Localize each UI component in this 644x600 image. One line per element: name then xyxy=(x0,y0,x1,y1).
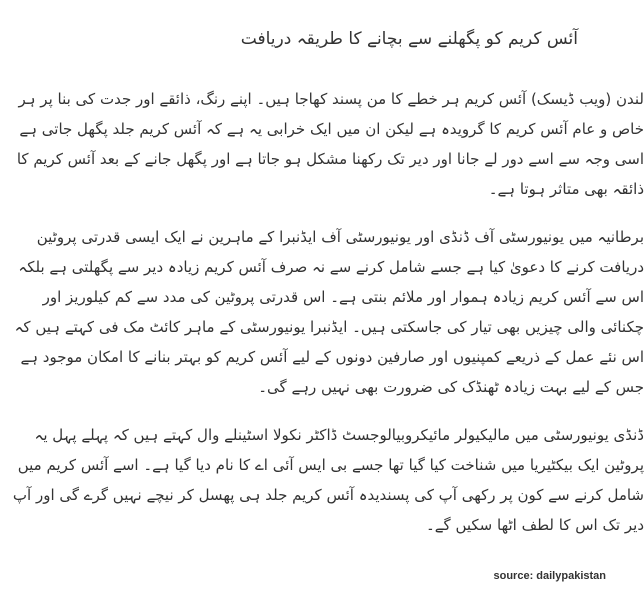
article-paragraph: لندن (ویب ڈیسک) آئس کریم ہر خطے کا من پسند کھاجا ہیں۔ اپنے رنگ، ذائقے اور جدت کی بنا پر ہر خاص و عام آئس کریم کا گرویدہ ہے لیکن ان میں ایک خرابی یہ ہے کہ آئس کریم جلد پگھل جاتی ہے اسی وجہ سے اسے دور لے جانا اور دیر تک رکھنا مشکل ہو جاتا ہے اور پگھل جانے کے بعد آئس کریم کا ذائقہ بھی متاثر ہوتا ہے۔ xyxy=(16,90,644,198)
article-paragraph: ڈنڈی یونیورسٹی میں مالیکیولر مائیکروبیالوجسٹ ڈاکٹر نکولا اسٹینلے وال کہتے ہیں کہ پہلے پہل یہ پروٹین ایک بیکٹیریا میں شناخت کیا گیا تھا جسے بی ایس آئی اے کا نام دیا گیا ہے۔ اسے آئس کریم میں شامل کرنے سے کون پر رکھی آپ کی پسندیدہ آئس کریم جلد ہی پھسل کر نیچے نہیں گرے گی اور آپ دیر تک اس کا لطف اٹھا سکیں گے۔ xyxy=(12,426,644,534)
article-body xyxy=(0,84,644,558)
source-credit: source: dailypakistan xyxy=(493,570,606,582)
article-title: آئس کریم کو پگھلنے سے بچانے کا طریقہ دریافت xyxy=(240,29,578,49)
article-paragraph: برطانیہ میں یونیورسٹی آف ڈنڈی اور یونیورسٹی آف ایڈنبرا کے ماہرین نے ایک ایسی قدرتی پروٹین دریافت کرنے کا دعویٰ کیا ہے جسے شامل کرنے سے نہ صرف آئس کریم زیادہ دیر سے پگھلتی ہے بلکہ اس سے آئس کریم زیادہ ہموار اور ملائم بنتی ہے۔ اس قدرتی پروٹین کی مدد سے کم کیلوریز اور چکنائی والی چیزیں بھی تیار کی جاسکتی ہیں۔ ایڈنبرا یونیورسٹی کے ماہر کائٹ مک فی کہتے ہیں کہ اس نئے عمل کے ذریعے کمپنیوں اور صارفین دونوں کے لیے آئس کریم کو بہتر بنانے کا امکان موجود ہے جس کے لیے بہت زیادہ ٹھنڈک کی ضرورت بھی نہیں رہے گی۔ xyxy=(14,228,644,396)
